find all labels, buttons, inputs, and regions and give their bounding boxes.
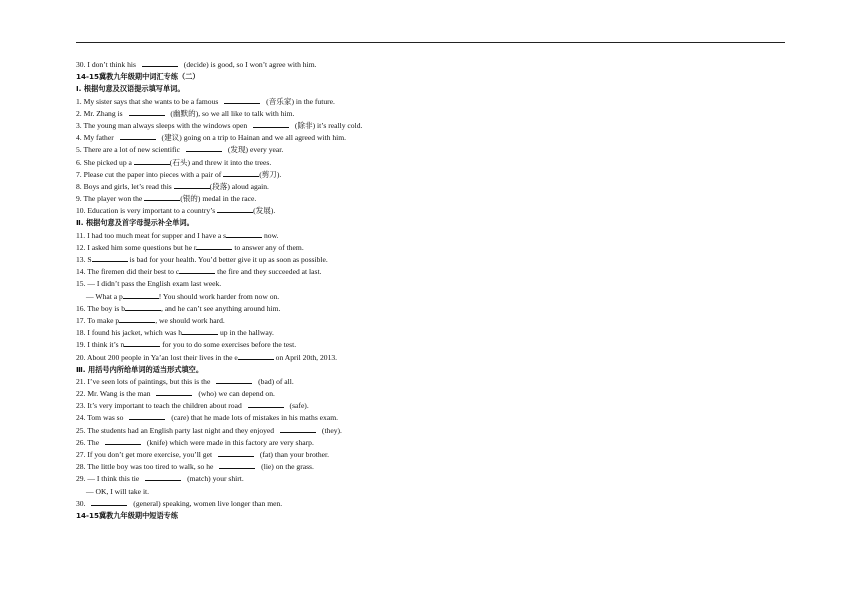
line-text: (they). [320, 425, 342, 435]
question-line [76, 291, 796, 303]
line-text: (fat) than your brother. [258, 450, 330, 459]
line-text: (银的) medal in the race. [180, 194, 257, 204]
question-line [76, 230, 796, 242]
answer-blank[interactable] [248, 401, 284, 408]
line-text: 17. To make p [76, 315, 120, 325]
line-text: (剪刀). [259, 169, 282, 179]
question-line [76, 461, 796, 473]
question-line [76, 303, 796, 315]
line-text: 29. — I think this tie [76, 474, 142, 484]
question-line [76, 449, 796, 461]
line-text: (care) that he made lots of mistakes in his maths exam. [169, 413, 339, 423]
answer-blank[interactable] [186, 145, 222, 152]
question-line [76, 242, 796, 254]
question-line [76, 498, 796, 510]
line-text: 2. Mr. Zhang is [76, 108, 125, 118]
line-text: — What a p [86, 291, 123, 301]
line-text: 25. The students had an English party last night and they enjoyed [76, 425, 277, 435]
line-text: — OK, I will take it. [86, 486, 150, 496]
answer-blank[interactable] [145, 474, 181, 481]
answer-blank[interactable] [129, 413, 165, 420]
question-line [76, 486, 796, 498]
line-text: Ⅰ. 根据句意及汉语提示填写单词。 [76, 84, 185, 94]
line-text: 16. The boy is b [76, 303, 126, 313]
line-text: for you to do some exercises before the test. [160, 340, 297, 350]
question-line [76, 278, 796, 290]
line-text: 13. S [76, 255, 92, 264]
question-line [76, 205, 796, 217]
answer-blank[interactable] [226, 231, 262, 238]
question-line [76, 400, 796, 412]
line-text: now. [262, 230, 279, 240]
answer-blank[interactable] [219, 462, 255, 469]
line-text: 22. Mr. Wang is the man [76, 389, 153, 399]
line-text: (bad) of all. [256, 376, 294, 386]
line-text: (幽默的), so we all like to talk with him. [168, 108, 295, 118]
line-text: (建议) going on a trip to Hainan and we all agreed with him. [159, 133, 347, 143]
answer-blank[interactable] [218, 450, 254, 457]
answer-blank[interactable] [142, 60, 178, 67]
answer-blank[interactable] [217, 206, 253, 213]
question-line [76, 193, 796, 205]
line-text: 15. — I didn’t pass the English exam last week. [76, 279, 222, 289]
line-text: (发现) every year. [225, 145, 284, 155]
section-heading [76, 71, 796, 83]
line-text: 14-15冀教九年级期中短语专练 [76, 510, 179, 520]
question-line [76, 315, 796, 327]
answer-blank[interactable] [182, 328, 218, 335]
line-text: 24. Tom was so [76, 413, 126, 423]
section-heading [76, 510, 796, 522]
line-text: 10. Education is very important to a country’s [76, 206, 218, 216]
answer-blank[interactable] [179, 267, 215, 274]
answer-blank[interactable] [196, 243, 232, 250]
answer-blank[interactable] [224, 97, 260, 104]
line-text: ! You should work harder from now on. [158, 291, 280, 301]
answer-blank[interactable] [91, 499, 127, 506]
line-text: 21. I’ve seen lots of paintings, but this is the [76, 376, 213, 386]
question-line [76, 169, 796, 181]
answer-blank[interactable] [120, 133, 156, 140]
line-text: (除非) it’s really cold. [293, 120, 363, 130]
line-text: on April 20th, 2013. [273, 352, 338, 362]
line-text: up in the hallway. [218, 328, 274, 338]
question-line [76, 181, 796, 193]
question-line [76, 352, 796, 364]
line-text: 6. She picked up a [76, 157, 134, 167]
line-text: (石头) and threw it into the trees. [169, 157, 272, 167]
line-text: 30. [76, 498, 88, 508]
line-text: 26. The [76, 437, 101, 447]
line-text: (general) speaking, women live longer than men. [131, 498, 283, 508]
answer-blank[interactable] [123, 292, 159, 299]
question-line [76, 96, 796, 108]
answer-blank[interactable] [134, 158, 170, 165]
question-line [76, 108, 796, 120]
line-text: 20. About 200 people in Ya’an lost their lives in the e [76, 352, 238, 362]
section-heading [76, 83, 796, 95]
line-text: 18. I found his jacket, which was h [76, 328, 183, 338]
question-line [76, 144, 796, 156]
worksheet-body [76, 59, 796, 522]
line-text: (knife) which were made in this factory are very sharp. [144, 437, 314, 447]
question-line [76, 388, 796, 400]
line-text: (发展). [253, 206, 276, 216]
answer-blank[interactable] [216, 377, 252, 384]
line-text: 11. I had too much meat for supper and I have a s [76, 230, 227, 240]
line-text: to answer any of them. [232, 242, 304, 252]
line-text: the fire and they succeeded at last. [215, 267, 322, 277]
answer-blank[interactable] [280, 426, 316, 433]
question-line [76, 412, 796, 424]
line-text: (段落) aloud again. [209, 181, 269, 191]
answer-blank[interactable] [92, 255, 128, 262]
line-text: 5. There are a lot of new scientific [76, 145, 182, 155]
line-text: (lie) on the grass. [259, 462, 314, 472]
question-line [76, 327, 796, 339]
line-text: (who) we can depend on. [196, 389, 275, 399]
line-text: is bad for your health. You’d better give it up as soon as possible. [127, 255, 328, 264]
question-line [76, 132, 796, 144]
answer-blank[interactable] [105, 438, 141, 445]
question-line [76, 339, 796, 351]
answer-blank[interactable] [253, 121, 289, 128]
section-heading [76, 364, 796, 376]
line-text: (safe). [287, 401, 309, 411]
section-heading [76, 217, 796, 229]
answer-blank[interactable] [238, 353, 274, 360]
question-line [76, 157, 796, 169]
question-line [76, 425, 796, 437]
line-text: 1. My sister says that she wants to be a famous [76, 96, 221, 106]
line-text: 9. The player won the [76, 194, 145, 204]
line-text: 23. It’s very important to teach the children about road [76, 401, 244, 411]
question-line [76, 376, 796, 388]
line-text: (decide) is good, so I won’t agree with him. [181, 60, 317, 69]
answer-blank[interactable] [144, 194, 180, 201]
line-text: Ⅲ. 用括号内所给单词的适当形式填空。 [76, 364, 204, 374]
answer-blank[interactable] [174, 182, 210, 189]
question-line [76, 120, 796, 132]
answer-blank[interactable] [119, 316, 155, 323]
header-rule [76, 42, 785, 43]
answer-blank[interactable] [129, 109, 165, 116]
line-text: 28. The little boy was too tired to walk, so he [76, 462, 216, 472]
line-text: 27. If you don’t get more exercise, you’ll get [76, 450, 214, 459]
line-text: , we should work hard. [155, 315, 225, 325]
line-text: 14-15冀教九年级期中词汇专练（二） [76, 72, 200, 82]
question-line [76, 437, 796, 449]
line-text: 14. The firemen did their best to c [76, 267, 180, 277]
line-text: , and he can’t see anything around him. [161, 303, 281, 313]
line-text: 7. Please cut the paper into pieces with a pair of [76, 169, 224, 179]
answer-blank[interactable] [124, 340, 160, 347]
question-line [76, 254, 796, 266]
line-text: (音乐家) in the future. [264, 96, 335, 106]
line-text: 3. The young man always sleeps with the windows open [76, 120, 250, 130]
answer-blank[interactable] [223, 170, 259, 177]
line-text: 19. I think it’s n [76, 340, 125, 350]
answer-blank[interactable] [156, 389, 192, 396]
question-line [76, 59, 796, 71]
line-text: 4. My father [76, 133, 116, 143]
line-text: (match) your shirt. [185, 474, 244, 484]
line-text: 12. I asked him some questions but he r [76, 242, 197, 252]
line-text: 8. Boys and girls, let’s read this [76, 181, 174, 191]
line-text: 30. I don’t think his [76, 60, 138, 69]
question-line [76, 473, 796, 485]
line-text: Ⅱ. 根据句意及首字母提示补全单词。 [76, 218, 194, 228]
answer-blank[interactable] [125, 304, 161, 311]
question-line [76, 266, 796, 278]
